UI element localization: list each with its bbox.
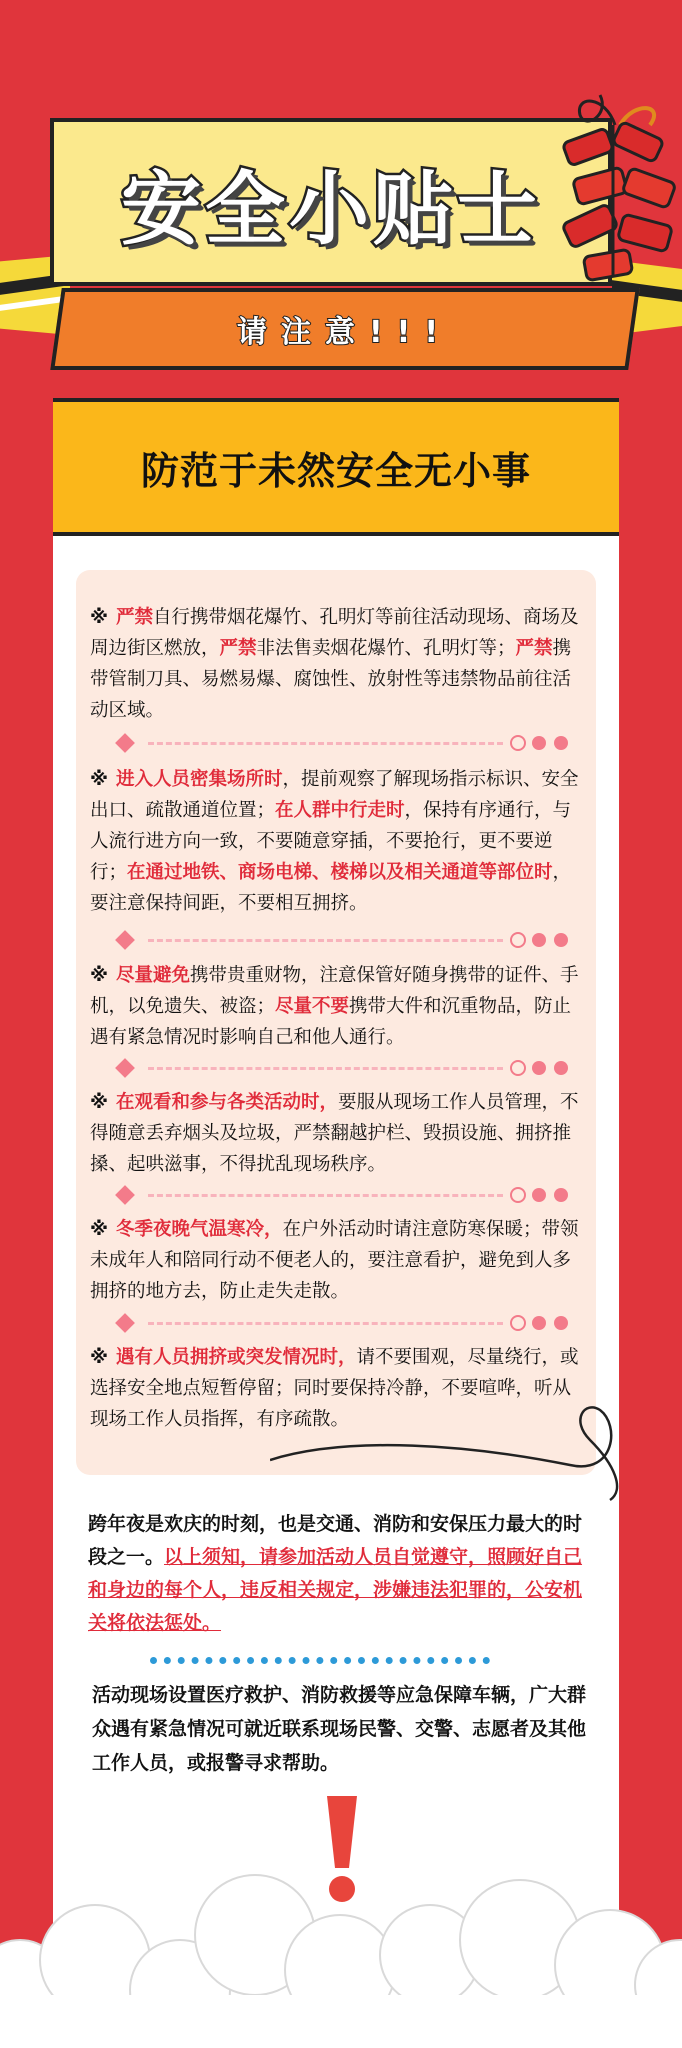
item-marker: ※ [90, 1219, 108, 1240]
slogan-text: 防范于未然安全无小事 [141, 448, 532, 493]
body-text: 要服从现场工作人员管理，不得随意丢弃烟头及垃圾，严禁翻越护栏、毁损设施、拥挤推搡、起哄滋事，不得扰乱现场秩序。 [90, 1092, 579, 1175]
highlight-text: 严禁 [116, 607, 154, 628]
item-marker: ※ [90, 965, 108, 986]
highlight-text: 遇有人员拥挤或突发情况时， [116, 1347, 357, 1368]
body-text: 携带贵重财物，注意保管好随身携带的证件、手机，以免遗失、被盗； [90, 965, 579, 1017]
body-text: ，要注意保持间距，不要相互拥挤。 [90, 862, 572, 914]
list-item [90, 602, 588, 726]
item-marker: ※ [90, 607, 108, 628]
highlight-text: 进入人员密集场所时 [116, 769, 283, 790]
body-text: 在户外活动时请注意防寒保暖；带领未成年人和陪同行动不便老人的，要注意看护，避免到人多拥挤的地方去，防止走失走散。 [90, 1219, 579, 1302]
body-text: 携带大件和沉重物品，防止遇有紧急情况时影响自己和他人通行。 [90, 996, 572, 1048]
highlight-text: 尽量避免 [116, 965, 191, 986]
cloud-decoration [0, 1865, 682, 2048]
highlight-text: 在人群中行走时 [275, 800, 405, 821]
body-text: ，提前观察了解现场指示标识、安全出口、疏散通道位置； [90, 769, 579, 821]
highlight-text: 在通过地铁、商场电梯、楼梯以及相关通道等部位时 [127, 862, 553, 883]
body-text: 请不要围观，尽量绕行，或选择安全地点短暂停留；同时要保持冷静，不要喧哗，听从现场工作人员指挥，有序疏散。 [90, 1347, 579, 1430]
slogan-banner [53, 398, 619, 536]
dotted-divider [150, 1657, 490, 1664]
page-title: 安全小贴士 [121, 162, 541, 256]
highlight-text: 冬季夜晚气温寒冷， [116, 1219, 283, 1240]
list-item [90, 1087, 588, 1180]
highlight-text: 严禁 [219, 638, 257, 659]
item-marker: ※ [90, 1347, 108, 1368]
title-box [50, 118, 612, 286]
body-text: 自行携带烟花爆竹、孔明灯等前往活动现场、商场及周边街区燃放， [90, 607, 579, 659]
item-divider [118, 1313, 573, 1333]
swirl-decoration [270, 1395, 630, 1505]
highlight-text: 严禁 [515, 638, 553, 659]
emergency-paragraph: 活动现场设置医疗救护、消防救援等应急保障车辆，广大群众遇有紧急情况可就近联系现场民警、交警、志愿者及其他工作人员，或报警寻求帮助。 [92, 1684, 587, 1774]
body-text: ，保持有序通行，与人流行进方向一致，不要随意穿插，不要抢行，更不要逆行； [90, 800, 572, 883]
item-divider [118, 1058, 573, 1078]
list-item [90, 1214, 588, 1307]
body-text: 非法售卖烟花爆竹、孔明灯等； [256, 638, 516, 659]
item-marker: ※ [90, 1092, 108, 1113]
body-text: 携带管制刀具、易燃易爆、腐蚀性、放射性等违禁物品前往活动区域。 [90, 638, 572, 721]
item-divider [118, 733, 573, 753]
item-divider [118, 1185, 573, 1205]
closing-paragraph [88, 1508, 588, 1640]
page-subtitle: 请注意!!! [237, 315, 453, 350]
closing-text: 跨年夜是欢庆的时刻，也是交通、消防和安保压力最大的时段之一。 [88, 1513, 583, 1568]
list-item [90, 764, 588, 919]
highlight-text: 尽量不要 [275, 996, 350, 1017]
highlight-text: 在观看和参与各类活动时， [116, 1092, 339, 1113]
firecracker-icon [545, 85, 682, 285]
list-item [90, 960, 588, 1053]
closing-warning: 以上须知，请参加活动人员自觉遵守，照顾好自己和身边的每个人，违反相关规定，涉嫌违法犯罪的，公安机关将依法惩处。 [88, 1546, 583, 1634]
item-marker: ※ [90, 769, 108, 790]
subtitle-box [50, 288, 640, 370]
item-divider [118, 930, 573, 950]
